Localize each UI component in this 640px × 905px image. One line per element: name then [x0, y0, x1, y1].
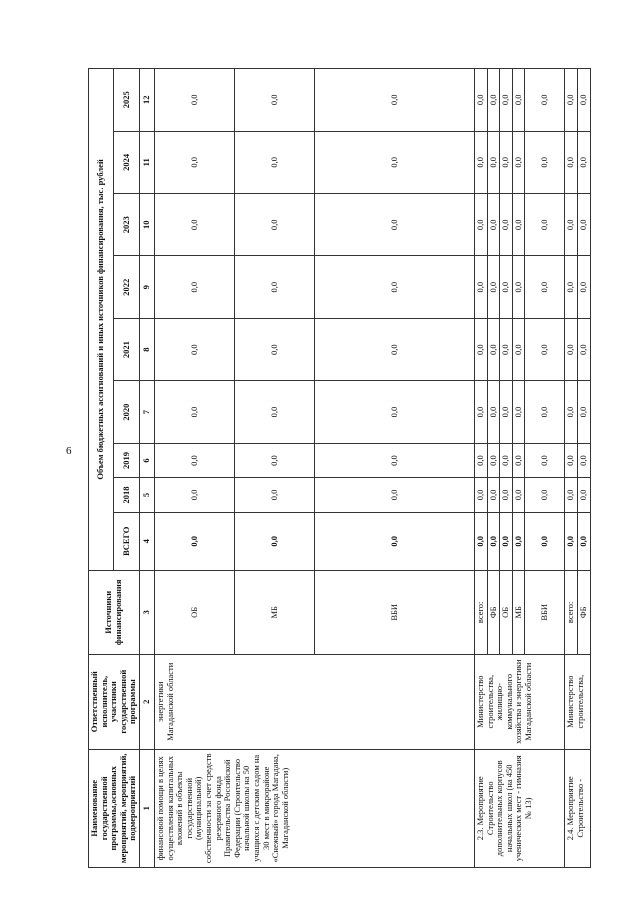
year-value-cell: 0,0 [512, 443, 525, 477]
year-value-cell: 0,0 [154, 131, 234, 193]
year-value-cell: 0,0 [314, 194, 474, 256]
total-cell: 0,0 [154, 512, 234, 570]
year-value-cell: 0,0 [474, 131, 487, 193]
year-value-cell: 0,0 [525, 131, 565, 193]
year-value-cell: 0,0 [500, 381, 513, 443]
year-value-cell: 0,0 [154, 381, 234, 443]
source-cell: МБ [234, 570, 314, 654]
source-cell: ФБ [577, 570, 590, 654]
total-cell: 0,0 [512, 512, 525, 570]
year-value-cell: 0,0 [487, 443, 500, 477]
source-cell: ОБ [500, 570, 513, 654]
year-value-cell: 0,0 [512, 69, 525, 132]
column-number: 6 [139, 443, 154, 477]
year-value-cell: 0,0 [525, 69, 565, 132]
column-number: 12 [139, 69, 154, 132]
year-value-cell: 0,0 [474, 478, 487, 512]
total-cell: 0,0 [577, 512, 590, 570]
year-value-cell: 0,0 [577, 131, 590, 193]
source-cell: всего: [565, 570, 578, 654]
responsible-cell: Министерство строительства, жилищно-коммунального хозяйства и энергетики Магаданской области [474, 654, 564, 749]
year-value-cell: 0,0 [314, 318, 474, 380]
total-cell: 0,0 [500, 512, 513, 570]
year-value-cell: 0,0 [577, 194, 590, 256]
column-number: 11 [139, 131, 154, 193]
measure-name-cell: 2.3. Мероприятие Строительство дополнительных корпусов начальных школ (на 450 ученических мест - гимназия № 13) [474, 749, 564, 867]
header-year: 2021 [114, 318, 139, 380]
year-value-cell: 0,0 [565, 381, 578, 443]
year-value-cell: 0,0 [314, 381, 474, 443]
column-number: 3 [139, 570, 154, 654]
header-year: 2025 [114, 69, 139, 132]
year-value-cell: 0,0 [234, 318, 314, 380]
year-value-cell: 0,0 [234, 131, 314, 193]
year-value-cell: 0,0 [565, 256, 578, 318]
column-number: 10 [139, 194, 154, 256]
header-volume: Объем бюджетных ассигнований и иных источников финансирования, тыс. рублей [89, 69, 114, 571]
year-value-cell: 0,0 [487, 381, 500, 443]
source-cell: ВБИ [314, 570, 474, 654]
header-responsible: Ответственный исполнитель, участники государственной программы [89, 654, 140, 749]
responsible-cell: Министерство строительства, [565, 654, 590, 749]
source-cell: МБ [512, 570, 525, 654]
column-number: 8 [139, 318, 154, 380]
year-value-cell: 0,0 [500, 318, 513, 380]
column-number: 7 [139, 381, 154, 443]
year-value-cell: 0,0 [525, 478, 565, 512]
year-value-cell: 0,0 [565, 194, 578, 256]
year-value-cell: 0,0 [487, 318, 500, 380]
year-value-cell: 0,0 [487, 194, 500, 256]
year-value-cell: 0,0 [565, 318, 578, 380]
header-name: Наименование государственной программы,основных мероприятий, мероприятий, подмероприятий [89, 749, 140, 867]
year-value-cell: 0,0 [314, 69, 474, 132]
year-value-cell: 0,0 [500, 194, 513, 256]
measure-name-cell: 2.4. Мероприятие Строительство - [565, 749, 590, 867]
year-value-cell: 0,0 [512, 194, 525, 256]
year-value-cell: 0,0 [234, 256, 314, 318]
year-value-cell: 0,0 [577, 381, 590, 443]
total-cell: 0,0 [234, 512, 314, 570]
year-value-cell: 0,0 [577, 256, 590, 318]
total-cell: 0,0 [314, 512, 474, 570]
year-value-cell: 0,0 [525, 443, 565, 477]
year-value-cell: 0,0 [500, 478, 513, 512]
source-cell: ВБИ [525, 570, 565, 654]
column-number-row [139, 69, 154, 868]
year-value-cell: 0,0 [314, 256, 474, 318]
column-number: 1 [139, 749, 154, 867]
source-cell: всего: [474, 570, 487, 654]
column-number: 9 [139, 256, 154, 318]
year-value-cell: 0,0 [154, 69, 234, 132]
year-value-cell: 0,0 [525, 381, 565, 443]
year-value-cell: 0,0 [154, 443, 234, 477]
year-value-cell: 0,0 [487, 69, 500, 132]
year-value-cell: 0,0 [474, 69, 487, 132]
year-value-cell: 0,0 [487, 131, 500, 193]
year-value-cell: 0,0 [314, 443, 474, 477]
financing-table [88, 68, 591, 868]
year-value-cell: 0,0 [314, 131, 474, 193]
year-value-cell: 0,0 [474, 381, 487, 443]
year-value-cell: 0,0 [577, 318, 590, 380]
year-value-cell: 0,0 [314, 478, 474, 512]
total-cell: 0,0 [565, 512, 578, 570]
year-value-cell: 0,0 [565, 478, 578, 512]
year-value-cell: 0,0 [154, 318, 234, 380]
year-value-cell: 0,0 [512, 478, 525, 512]
year-value-cell: 0,0 [234, 69, 314, 132]
year-value-cell: 0,0 [474, 318, 487, 380]
measure-name-cell: финансовой помощи в целях осуществления капитальных вложений в объекты государственной (муниципальной) собственности за счет средств резервного фонда Правительства Российской Федерации (Строительство начальной школы на 50 учащихся с детским садом на 30 мест в микрорайоне «Снежный» города Магадана, Магаданской области) [154, 749, 474, 867]
year-value-cell: 0,0 [512, 131, 525, 193]
year-value-cell: 0,0 [577, 69, 590, 132]
total-cell: 0,0 [487, 512, 500, 570]
table-row [565, 69, 578, 868]
year-value-cell: 0,0 [500, 131, 513, 193]
year-value-cell: 0,0 [487, 256, 500, 318]
header-year: 2020 [114, 381, 139, 443]
year-value-cell: 0,0 [474, 443, 487, 477]
year-value-cell: 0,0 [565, 69, 578, 132]
year-value-cell: 0,0 [577, 478, 590, 512]
header-year: 2019 [114, 443, 139, 477]
header-year: 2023 [114, 194, 139, 256]
table-row [474, 69, 487, 868]
year-value-cell: 0,0 [154, 194, 234, 256]
year-value-cell: 0,0 [577, 443, 590, 477]
year-value-cell: 0,0 [512, 256, 525, 318]
year-value-cell: 0,0 [512, 381, 525, 443]
year-value-cell: 0,0 [474, 256, 487, 318]
column-number: 5 [139, 478, 154, 512]
year-value-cell: 0,0 [474, 194, 487, 256]
year-value-cell: 0,0 [234, 478, 314, 512]
year-value-cell: 0,0 [525, 256, 565, 318]
year-value-cell: 0,0 [525, 194, 565, 256]
source-cell: ОБ [154, 570, 234, 654]
header-year: 2022 [114, 256, 139, 318]
header-year: 2018 [114, 478, 139, 512]
year-value-cell: 0,0 [234, 194, 314, 256]
page-number: 6 [66, 445, 72, 457]
year-value-cell: 0,0 [500, 256, 513, 318]
year-value-cell: 0,0 [500, 443, 513, 477]
header-source: Источники финансирования [89, 570, 140, 654]
year-value-cell: 0,0 [565, 443, 578, 477]
year-value-cell: 0,0 [234, 443, 314, 477]
year-value-cell: 0,0 [234, 381, 314, 443]
column-number: 4 [139, 512, 154, 570]
total-cell: 0,0 [474, 512, 487, 570]
table-row [154, 69, 234, 868]
rotated-table-container [88, 68, 588, 868]
year-value-cell: 0,0 [154, 256, 234, 318]
header-year: 2024 [114, 131, 139, 193]
header-total: ВСЕГО [114, 512, 139, 570]
year-value-cell: 0,0 [525, 318, 565, 380]
responsible-cell: энергетики Магаданской области [154, 654, 474, 749]
year-value-cell: 0,0 [565, 131, 578, 193]
year-value-cell: 0,0 [512, 318, 525, 380]
year-value-cell: 0,0 [500, 69, 513, 132]
year-value-cell: 0,0 [487, 478, 500, 512]
column-number: 2 [139, 654, 154, 749]
total-cell: 0,0 [525, 512, 565, 570]
source-cell: ФБ [487, 570, 500, 654]
year-value-cell: 0,0 [154, 478, 234, 512]
